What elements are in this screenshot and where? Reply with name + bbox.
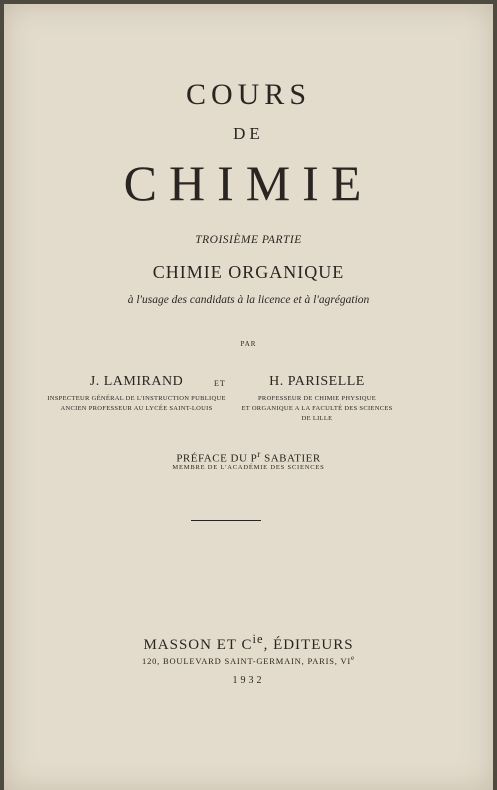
author-name: J. LAMIRAND — [89, 374, 184, 389]
preface-sup: r — [257, 449, 261, 459]
author-role-line: ET ORGANIQUE A LA FACULTÉ DES SCIENCES — [241, 405, 393, 412]
author-role — [39, 394, 234, 414]
title-page — [4, 4, 493, 790]
author-name: H. PARISELLE — [269, 374, 365, 389]
publisher-sup: ie — [252, 632, 264, 646]
publisher-line — [4, 632, 493, 654]
author-role-line: PROFESSEUR DE CHIMIE PHYSIQUE — [258, 395, 376, 402]
publisher-address — [4, 654, 493, 666]
author-role — [232, 394, 402, 424]
title-chimie: CHIMIE — [123, 155, 374, 211]
preface-member: MEMBRE DE L'ACADÉMIE DES SCIENCES — [172, 464, 325, 471]
preface-name: SABATIER — [260, 452, 321, 465]
author-role-line: INSPECTEUR GÉNÉRAL DE L'INSTRUCTION PUBLIQUE — [47, 395, 226, 402]
author-role-line: DE LILLE — [301, 415, 333, 422]
preface-prefix: PRÉFACE DU P — [176, 452, 258, 465]
par-label: PAR — [240, 340, 257, 348]
et-label: ET — [214, 379, 226, 388]
title-cours: COURS — [185, 78, 312, 111]
author-role-line: ANCIEN PROFESSEUR AU LYCÉE SAINT-LOUIS — [60, 405, 213, 412]
part-label: TROISIÈME PARTIE — [195, 234, 302, 246]
divider-rule — [191, 520, 261, 521]
preface-line — [4, 449, 493, 465]
publisher-prefix: MASSON ET C — [143, 637, 253, 653]
publisher-suffix: , ÉDITEURS — [263, 637, 354, 653]
address-main: 120, BOULEVARD SAINT-GERMAIN, PARIS, VI — [142, 655, 352, 666]
audience-line: à l'usage des candidats à la licence et à l'agrégation — [127, 294, 370, 306]
author-lamirand — [39, 374, 234, 414]
subject-title: CHIMIE ORGANIQUE — [152, 262, 345, 282]
address-sup: e — [351, 654, 355, 662]
publication-year: 1932 — [232, 675, 265, 686]
author-pariselle — [232, 374, 402, 424]
title-de: DE — [233, 124, 264, 143]
